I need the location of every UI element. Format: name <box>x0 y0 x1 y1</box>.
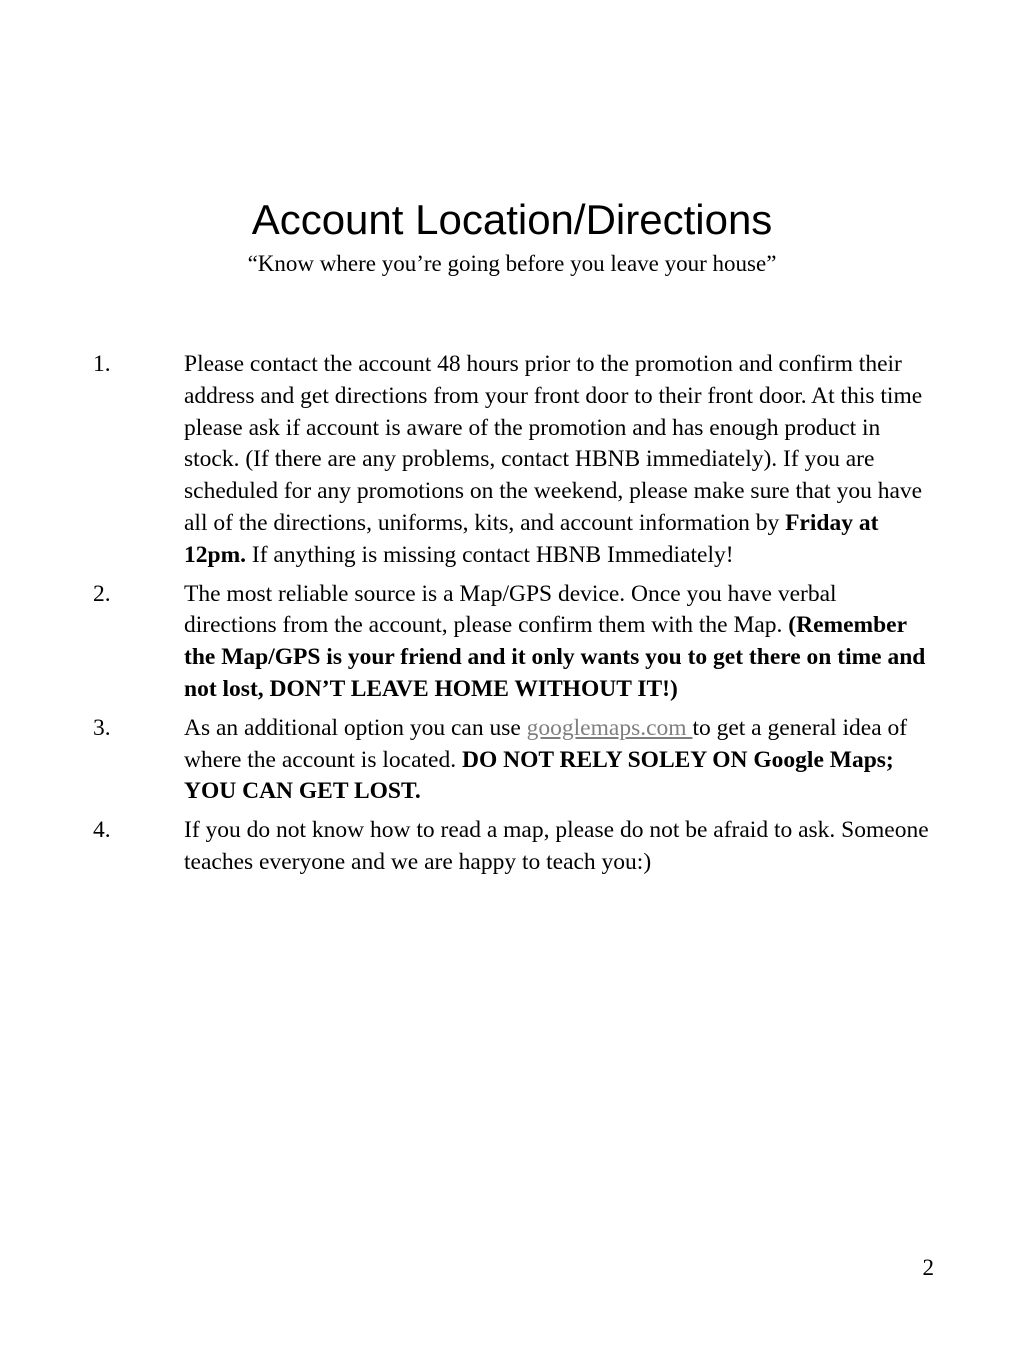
item-bold-text: (Remember the Map/GPS is your friend and it only wants you to get there on time and not lost, DON’T LEAVE HOME WITHOUT IT!) <box>184 612 926 702</box>
page-subtitle: “Know where you’re going before you leave your house” <box>247 251 777 276</box>
list-item-number: 1. <box>93 351 111 377</box>
page-title: Account Location/Directions <box>251 196 773 243</box>
list-item-number: 4. <box>93 817 111 844</box>
item-text: If anything is missing contact HBNB Immediately! <box>246 541 734 568</box>
item-text: As an additional option you can use <box>184 714 527 741</box>
list-item <box>0 815 934 879</box>
googlemaps-link[interactable]: googlemaps.com <box>526 714 693 741</box>
list-item-number: 3. <box>93 714 111 741</box>
list-item <box>0 713 934 808</box>
item-text: If you do not know how to read a map, please do not be afraid to ask. Someone teaches everyone and we are happy to teach you:) <box>184 817 929 875</box>
item-bold-text: DO NOT RELY SOLEY ON Google Maps; YOU CAN GET LOST. <box>184 746 894 805</box>
item-text: Please contact the account 48 hours prior to the promotion and confirm their address and get directions from your front door to their front door. At this time please ask if account is aware of the promotion and has enough product in stock. (If there are any problems, contact HBNB immediately). If you are scheduled for any promotions on the weekend, please make sure that you have all of the directions, uniforms, kits, and account information by <box>184 351 923 536</box>
item-text: The most reliable source is a Map/GPS device. Once you have verbal directions from the account, please confirm them with the Map. <box>184 580 837 639</box>
list-item <box>0 349 934 572</box>
item-text: to get a general idea of where the account is located. <box>184 714 908 773</box>
page-number: 2 <box>922 1255 934 1280</box>
list-item <box>0 579 934 706</box>
item-bold-text: Friday at 12pm. <box>184 509 879 568</box>
directions-list <box>0 349 1024 886</box>
list-item-number: 2. <box>93 580 111 607</box>
